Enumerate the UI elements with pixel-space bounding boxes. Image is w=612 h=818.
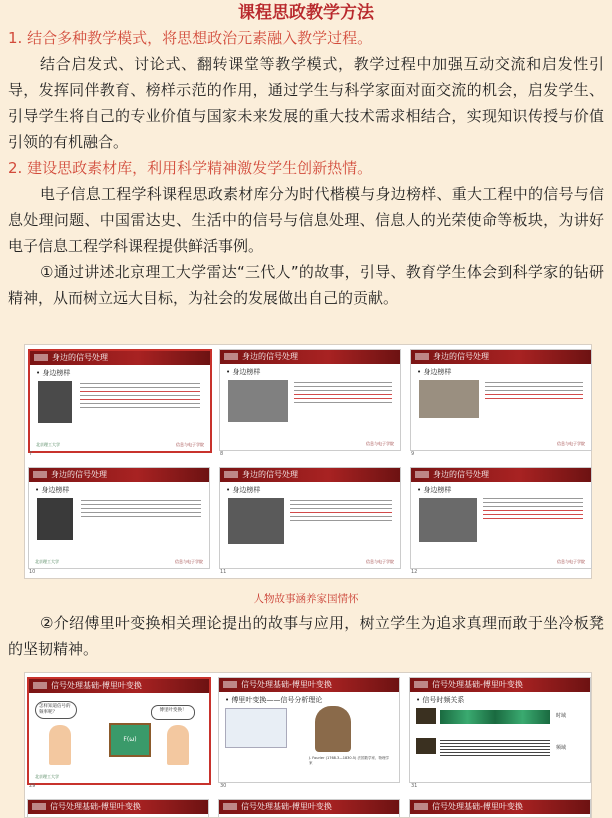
slide-thumb[interactable] xyxy=(409,677,591,783)
slide-thumb[interactable] xyxy=(410,467,592,569)
slide-title-bar xyxy=(30,351,210,365)
slide-number: 8 xyxy=(220,451,224,457)
item2-text: ②介绍傅里叶变换相关理论提出的故事与应用，树立学生为追求真理而敢于坐冷板凳的坚韧精神。 xyxy=(8,614,604,658)
slide-title: 身边的信号处理 xyxy=(242,352,298,361)
slide-body-text xyxy=(483,498,583,522)
slide-title-bar xyxy=(411,350,591,364)
slide-footer-logo: 北京理工大学 xyxy=(35,559,59,564)
photo-thumb xyxy=(416,738,436,754)
slide-footer-logo: 北京理工大学 xyxy=(35,774,59,779)
lab-photo xyxy=(228,498,284,544)
slide-title: 信号处理基础-傅里叶变换 xyxy=(50,802,141,811)
slide-footer-text: 信息与电子学院 xyxy=(557,441,585,446)
figure-caption: 人物故事涵养家国情怀 xyxy=(253,593,359,605)
section2-body: 电子信息工程学科课程思政素材库分为时代楷模与身边榜样、重大工程中的信号与信息处理问题、中国雷达史、生活中的信号与信息处理、信息人的光荣使命等板块，为讲好电子信息工程学科课程提供鲜活事例。 xyxy=(8,185,604,255)
slide-subtitle: • 身边榜样 xyxy=(417,486,452,494)
group-photo xyxy=(228,380,288,422)
slide-number: 29 xyxy=(29,783,36,789)
slide-grid-fourier xyxy=(24,672,592,818)
slide-number: 30 xyxy=(220,783,227,789)
slide-number: 9 xyxy=(411,451,415,457)
slide-title: 信号处理基础-傅里叶变换 xyxy=(51,681,142,690)
portrait-photo xyxy=(419,380,479,418)
slide-title-bar xyxy=(28,800,208,814)
sheet-music-image xyxy=(440,738,550,756)
slide-footer-text: 信息与电子学院 xyxy=(366,441,394,446)
slide-title: 信号处理基础-傅里叶变换 xyxy=(241,802,332,811)
slide-title-bar xyxy=(29,679,209,693)
section1-body: 结合启发式、讨论式、翻转课堂等教学模式，教学过程中加强互动交流和启发性引导，发挥同伴教育、榜样示范的作用，通过学生与科学家面对面交流的机会，启发学生、引导学生将自己的专业价值与国家未来发展的重大技术需求相结合，实现知识传授与价值引领的有机融合。 xyxy=(8,55,604,151)
slide-title-bar xyxy=(29,468,209,482)
slide-subtitle: • 身边榜样 xyxy=(36,369,71,377)
slide-number: 11 xyxy=(220,569,227,575)
item1-text: ①通过讲述北京理工大学雷达“三代人”的故事，引导、教育学生体会到科学家的钻研精神，从而树立远大目标，为社会的发展做出自己的贡献。 xyxy=(8,263,604,307)
slide-thumb[interactable] xyxy=(218,799,400,818)
slide-subtitle: • 傅里叶变换——信号分析理论 xyxy=(225,696,323,704)
slide-title: 身边的信号处理 xyxy=(242,470,298,479)
page-title: 课程思政教学方法 xyxy=(238,3,374,23)
slide-thumb[interactable] xyxy=(27,799,209,818)
slide-subtitle: • 身边榜样 xyxy=(35,486,70,494)
slide-title-bar xyxy=(220,468,400,482)
portrait-photo xyxy=(38,381,72,423)
slide-title: 信号处理基础-傅里叶变换 xyxy=(241,680,332,689)
slide-body-text xyxy=(81,500,201,520)
slide-title: 信号处理基础-傅里叶变换 xyxy=(432,802,523,811)
slide-subtitle: • 身边榜样 xyxy=(226,368,261,376)
cartoon-person xyxy=(49,725,71,765)
chalkboard: F(ω) xyxy=(109,723,151,757)
waveform-image xyxy=(440,710,550,724)
slide-footer-text: 信息与电子学院 xyxy=(366,559,394,564)
slide-title-bar xyxy=(410,678,590,692)
fourier-portrait xyxy=(315,706,351,752)
slide-title-bar xyxy=(411,468,591,482)
slide-thumb[interactable] xyxy=(28,467,210,569)
slide-title: 信号处理基础-傅里叶变换 xyxy=(432,680,523,689)
slide-grid-people xyxy=(24,344,592,579)
slide-title: 身边的信号处理 xyxy=(51,470,107,479)
cartoon-person xyxy=(167,725,189,765)
slide-thumb[interactable] xyxy=(410,349,592,451)
slide-title: 身边的信号处理 xyxy=(52,353,108,362)
slide-subtitle: • 身边榜样 xyxy=(226,486,261,494)
slide-number: 31 xyxy=(411,783,418,789)
section2-heading: 2. 建设思政素材库，利用科学精神激发学生创新热情。 xyxy=(8,159,373,177)
slide-thumb[interactable] xyxy=(219,349,401,451)
slide-title-bar xyxy=(410,800,590,814)
slide-title: 身边的信号处理 xyxy=(433,352,489,361)
section1-heading: 1. 结合多种教学模式，将思想政治元素融入教学过程。 xyxy=(8,29,373,47)
speech-bubble: 傅里叶变换！ xyxy=(151,705,195,720)
photo-thumb xyxy=(416,708,436,724)
slide-number: 10 xyxy=(29,569,36,575)
slide-subtitle: • 身边榜样 xyxy=(417,368,452,376)
slide-footer-text: 信息与电子学院 xyxy=(176,442,204,447)
slide-subtitle: • 信号时频关系 xyxy=(416,696,465,704)
slide-thumb[interactable] xyxy=(218,677,400,783)
slide-title: 身边的信号处理 xyxy=(433,470,489,479)
slide-body-text xyxy=(80,383,200,411)
slide-title-bar xyxy=(219,800,399,814)
slide-body-text xyxy=(290,500,392,524)
slide-thumb[interactable] xyxy=(27,677,211,785)
portrait-caption: J. Fourier (1768.3—1830.5) 法国数学家、物理学家 xyxy=(309,756,389,765)
slide-title-bar xyxy=(220,350,400,364)
diagram-image xyxy=(225,708,287,748)
slide-body-text xyxy=(485,382,583,402)
slide-number: 12 xyxy=(411,569,418,575)
slide-thumb[interactable] xyxy=(219,467,401,569)
frequency-domain-label: 频域 xyxy=(556,745,567,751)
slide-title-bar xyxy=(219,678,399,692)
portrait-photo xyxy=(419,498,477,542)
slide-thumb[interactable] xyxy=(28,349,212,453)
time-domain-label: 时域 xyxy=(556,713,567,719)
slide-body-text xyxy=(294,382,392,406)
slide-footer-logo: 北京理工大学 xyxy=(36,442,60,447)
slide-thumb[interactable] xyxy=(409,799,591,818)
slide-number: 7 xyxy=(29,451,33,457)
speech-bubble: 怎样知道信号的频率呢？ xyxy=(35,701,77,719)
slide-footer-text: 信息与电子学院 xyxy=(557,559,585,564)
portrait-photo xyxy=(37,498,73,540)
slide-footer-text: 信息与电子学院 xyxy=(175,559,203,564)
